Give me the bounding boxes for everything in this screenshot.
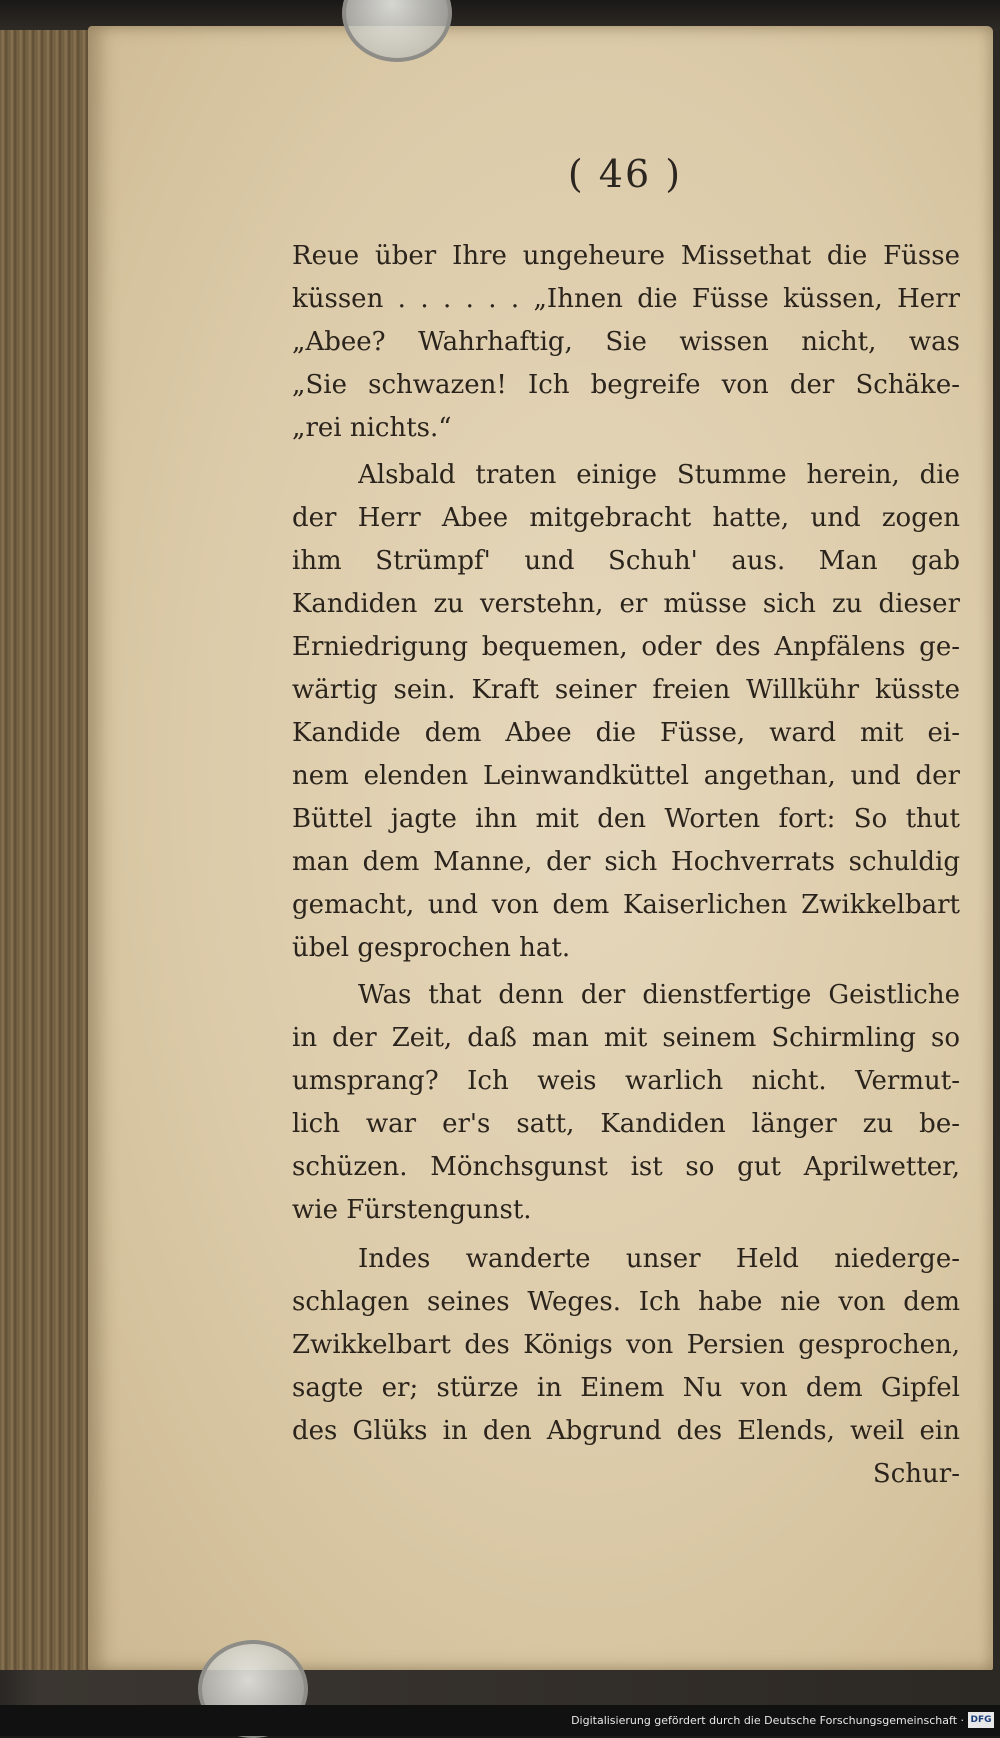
digitization-credit: Digitalisierung gefördert durch die Deutsche Forschungsgemeinschaft · (571, 1714, 964, 1727)
text-line: „Abee? Wahrhaftig, Sie wissen nicht, was (292, 327, 960, 357)
text-line: der Herr Abee mitgebracht hatte, und zogen (292, 503, 960, 533)
text-line: wärtig sein. Kraft seiner freien Willkühr küsste (292, 675, 960, 705)
text-line: umsprang? Ich weis warlich nicht. Vermut- (292, 1066, 960, 1096)
text-line: Reue über Ihre ungeheure Missethat die Füsse (292, 241, 960, 271)
text-line: übel gesprochen hat. (292, 933, 571, 963)
text-line: in der Zeit, daß man mit seinem Schirmling so (292, 1023, 960, 1053)
text-line: küssen . . . . . . „Ihnen die Füsse küssen, Herr (292, 284, 960, 314)
text-line: ihm Strümpf' und Schuh' aus. Man gab (292, 546, 960, 576)
text-line: schlagen seines Weges. Ich habe nie von dem (292, 1287, 960, 1317)
text-line: nem elenden Leinwandküttel angethan, und der (292, 761, 960, 791)
page-number: ( 46 ) (567, 152, 683, 196)
text-line: Büttel jagte ihn mit den Worten fort: So thut (292, 804, 960, 834)
text-line: Indes wanderte unser Held niederge- (358, 1244, 960, 1274)
text-line: wie Fürstengunst. (292, 1195, 532, 1225)
text-line: des Glüks in den Abgrund des Elends, weil ein (292, 1416, 960, 1446)
text-line: lich war er's satt, Kandiden länger zu be- (292, 1109, 960, 1139)
text-line: „Sie schwazen! Ich begreife von der Schäke- (292, 370, 960, 400)
catchword: Schur- (872, 1459, 960, 1489)
book-page-edges (0, 30, 97, 1670)
text-line: Kandide dem Abee die Füsse, ward mit ei- (292, 718, 960, 748)
text-line: Alsbald traten einige Stumme herein, die (358, 460, 960, 490)
dfg-logo: DFG (968, 1712, 994, 1728)
text-line: man dem Manne, der sich Hochverrats schuldig (292, 847, 960, 877)
text-line: schüzen. Mönchsgunst ist so gut Aprilwetter, (292, 1152, 960, 1182)
text-line: Was that denn der dienstfertige Geistliche (358, 980, 960, 1010)
text-line: gemacht, und von dem Kaiserlichen Zwikkelbart (292, 890, 960, 920)
text-line: Erniedrigung bequemen, oder des Anpfälens ge- (292, 632, 960, 662)
text-line: Zwikkelbart des Königs von Persien gesprochen, (292, 1330, 960, 1360)
text-line: sagte er; stürze in Einem Nu von dem Gipfel (292, 1373, 960, 1403)
text-line: „rei nichts.“ (292, 413, 452, 443)
text-line: Kandiden zu verstehn, er müsse sich zu dieser (292, 589, 960, 619)
